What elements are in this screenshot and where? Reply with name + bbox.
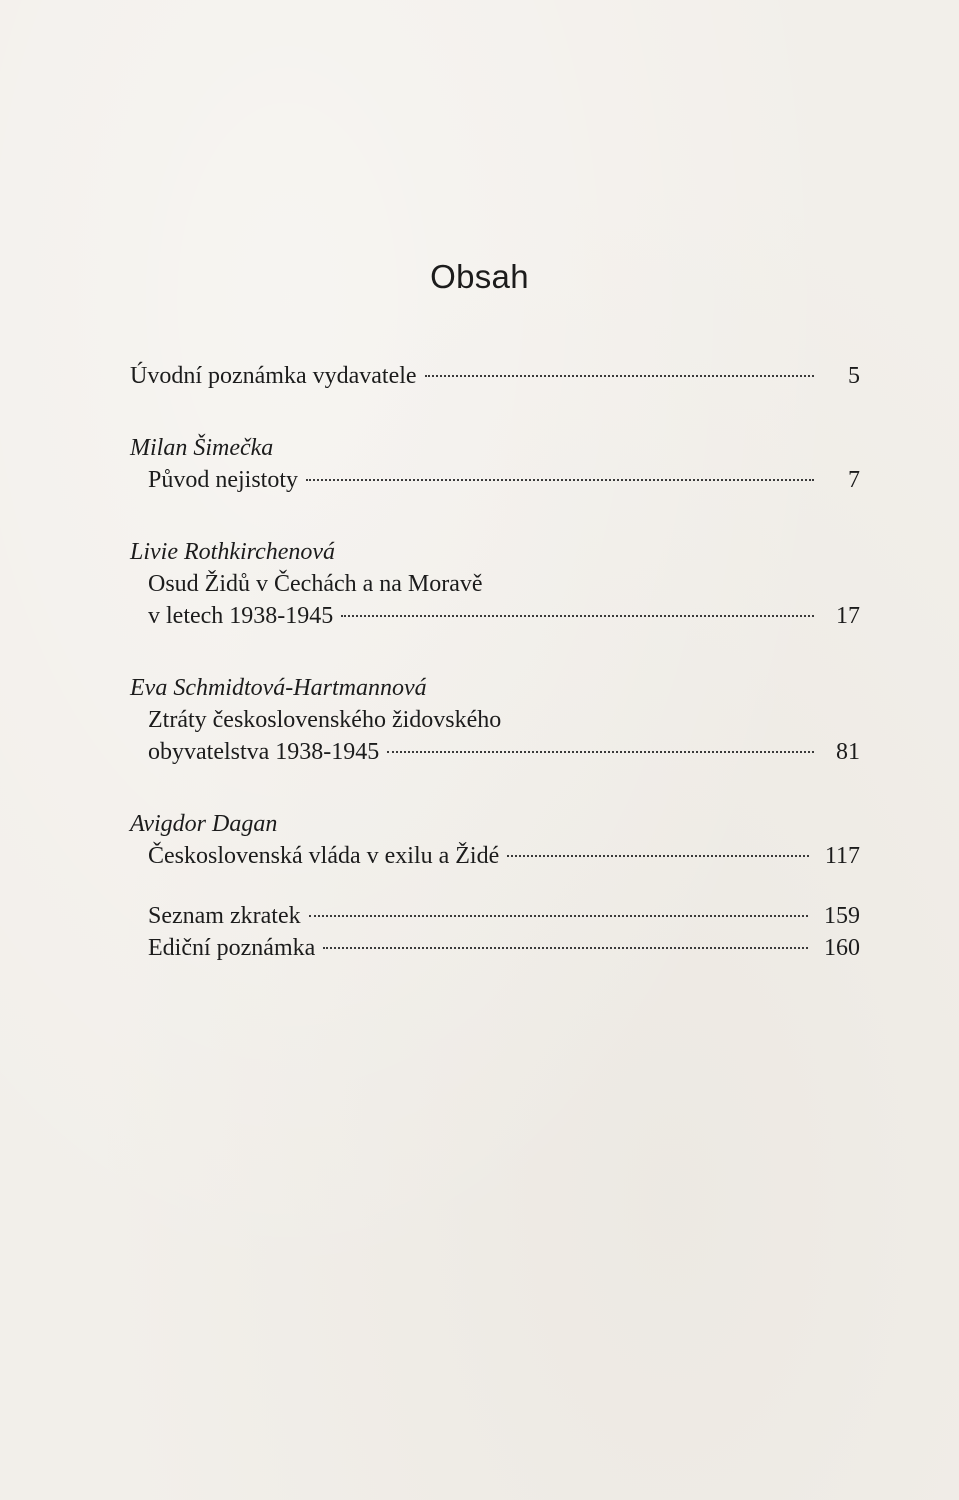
toc-entry-title-line: Osud Židů v Čechách a na Moravě	[148, 571, 483, 597]
page-title: Obsah	[430, 258, 529, 295]
toc-entry-title: Úvodní poznámka vydavatele	[130, 363, 417, 389]
toc-section-dagan	[130, 808, 860, 872]
dot-leader	[323, 947, 808, 949]
toc-entry-rothkirchen[interactable]	[130, 600, 860, 632]
toc-entry-abbreviations[interactable]	[130, 900, 860, 932]
toc-entry-dagan[interactable]	[130, 840, 860, 872]
toc-entry-title: Ediční poznámka	[148, 935, 316, 961]
toc-entry-editorial-note[interactable]	[130, 932, 860, 964]
toc-entry-title: v letech 1938-1945	[148, 603, 334, 629]
toc-entry-title-line: Ztráty československého židovského	[148, 707, 502, 733]
toc-author: Milan Šimečka	[130, 435, 274, 461]
dot-leader	[507, 855, 809, 857]
toc-page-number: 81	[836, 739, 860, 765]
dot-leader	[306, 479, 814, 481]
toc-page-number: 117	[824, 843, 860, 869]
toc-page-number: 159	[824, 903, 860, 929]
toc-author: Avigdor Dagan	[130, 811, 278, 837]
toc-entry-intro[interactable]	[130, 360, 860, 392]
toc-page-number: 160	[824, 935, 860, 961]
table-of-contents	[130, 360, 860, 964]
dot-leader	[309, 915, 808, 917]
toc-author: Livie Rothkirchenová	[130, 539, 336, 565]
toc-entry-schmidt[interactable]	[130, 736, 860, 768]
toc-author: Eva Schmidtová-Hartmannová	[130, 675, 427, 701]
dot-leader	[425, 375, 814, 377]
toc-entry-title: obyvatelstva 1938-1945	[148, 739, 380, 765]
toc-section-schmidt	[130, 672, 860, 768]
toc-entry-simecka[interactable]	[130, 464, 860, 496]
toc-entry-title: Původ nejistoty	[148, 467, 299, 493]
toc-entry-title: Seznam zkratek	[148, 903, 301, 929]
toc-page-number: 17	[836, 603, 860, 629]
toc-section-rothkirchen	[130, 536, 860, 632]
toc-entry-title: Československá vláda v exilu a Židé	[148, 843, 500, 869]
toc-page-number: 5	[848, 363, 860, 389]
toc-page-number: 7	[848, 467, 860, 493]
dot-leader	[387, 751, 814, 753]
dot-leader	[341, 615, 814, 617]
toc-section-simecka	[130, 432, 860, 496]
